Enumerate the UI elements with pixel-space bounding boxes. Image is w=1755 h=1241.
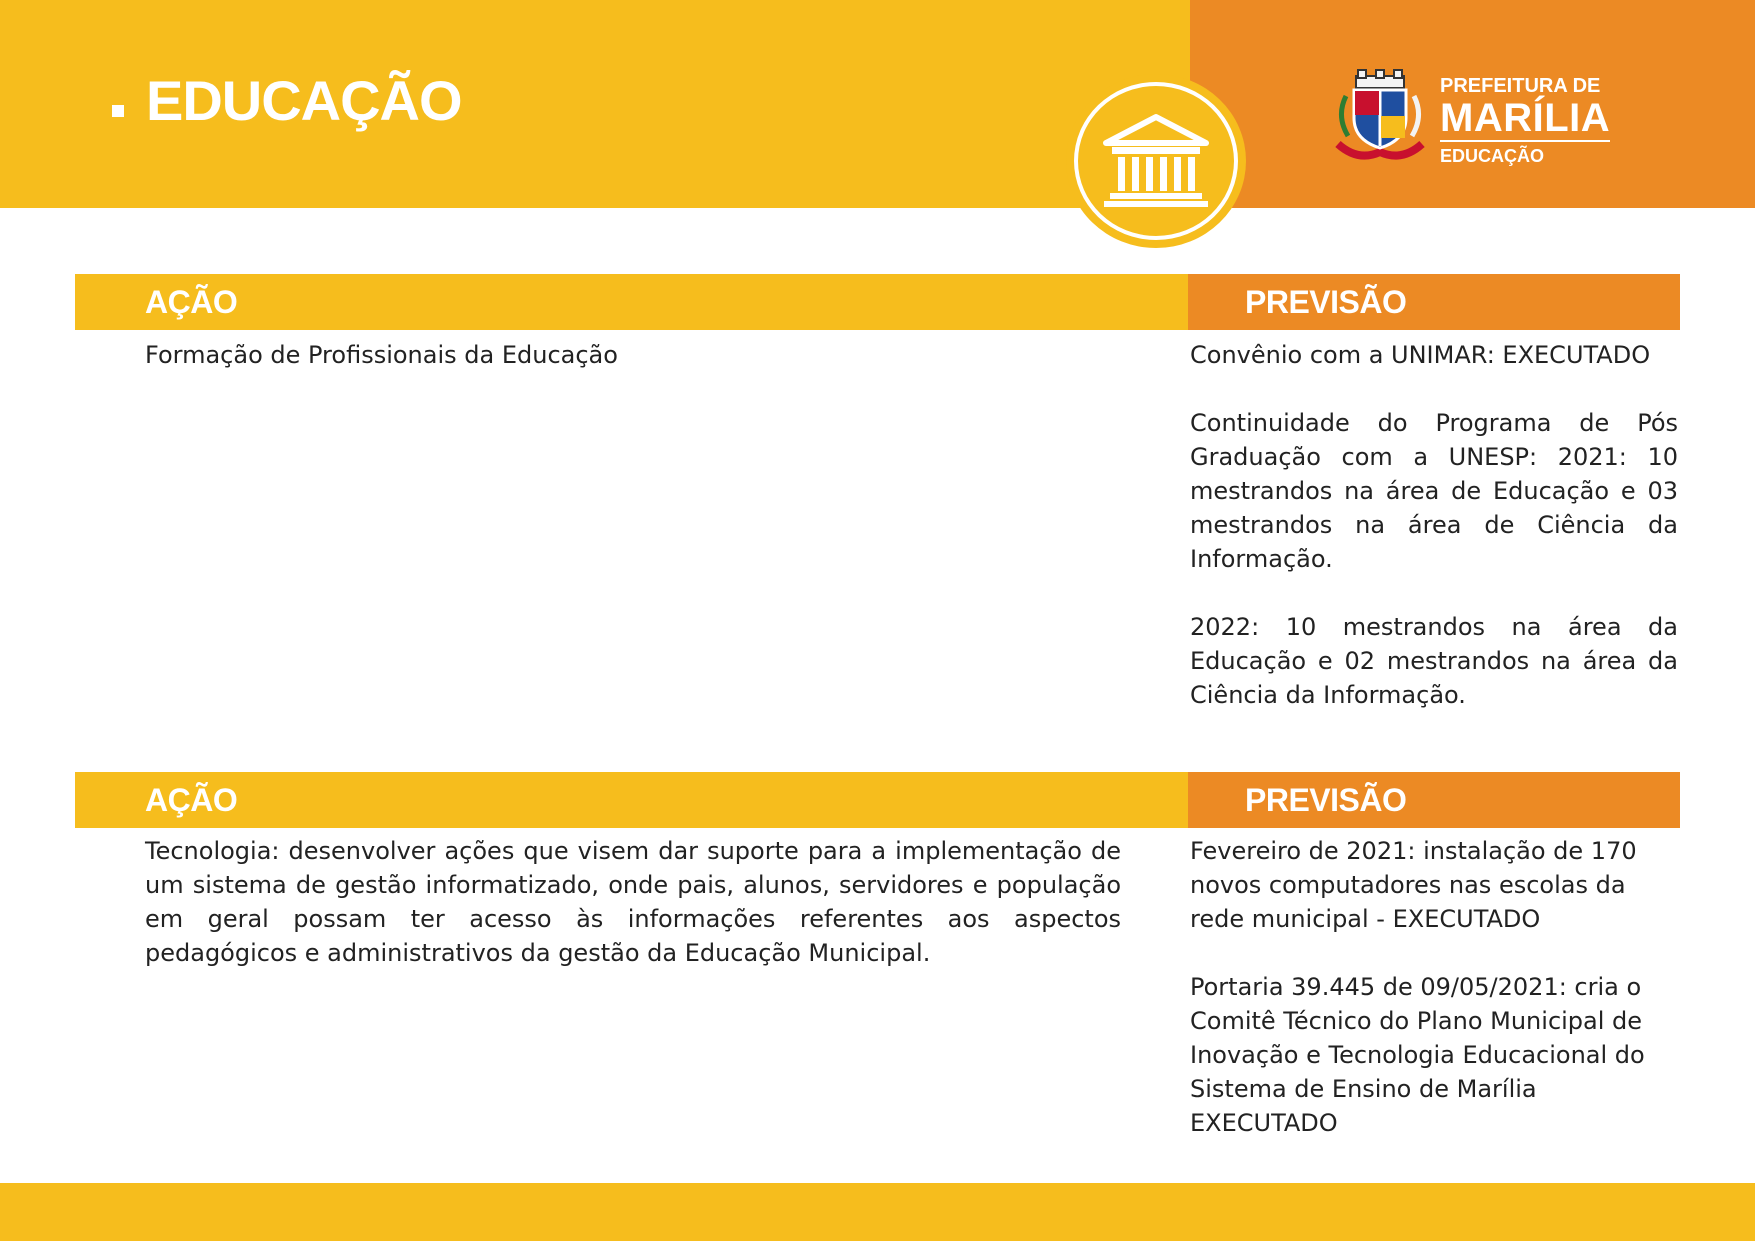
section-1-acao-label: AÇÃO — [145, 284, 238, 320]
section-2-acao-label: AÇÃO — [145, 782, 238, 818]
section-1-previsao-label: PREVISÃO — [1245, 284, 1407, 320]
section-1-header — [75, 274, 1680, 330]
education-emblem — [1066, 74, 1246, 248]
page-title-text: EDUCAÇÃO — [146, 69, 462, 132]
prefeitura-logo — [1328, 66, 1628, 166]
section-2-acao-bar — [75, 772, 1188, 828]
section-1-previsao-paragraph: Continuidade do Programa de Pós Graduação com a UNESP: 2021: 10 mestrandos na área de Educação e 03 mestrandos na área de Ciência da Informação. — [1190, 409, 1678, 573]
section-2-acao-paragraph: Tecnologia: desenvolver ações que visem dar suporte para a implementação de um sistema de gestão informatizado, onde pais, alunos, servidores e população em geral possam ter acesso às informações referentes aos aspectos pedagógicos e administrativos da gestão da Educação Municipal. — [145, 837, 1121, 967]
emblem-ring — [1074, 82, 1238, 240]
logo-line-department: EDUCAÇÃO — [1440, 146, 1545, 166]
section-1-previsao-paragraph: Convênio com a UNIMAR: EXECUTADO — [1190, 341, 1651, 369]
section-1-acao-paragraph: Formação de Profissionais da Educação — [145, 341, 618, 369]
footer-band — [0, 1183, 1755, 1241]
section-1-acao-text — [145, 338, 1125, 372]
section-2-previsao-text — [1190, 834, 1670, 1140]
title-bullet — [112, 105, 124, 117]
logo-line-city: MARÍLIA — [1440, 96, 1611, 140]
page-title — [112, 68, 462, 133]
section-2-previsao-paragraph: Portaria 39.445 de 09/05/2021: cria o Comitê Técnico do Plano Municipal de Inovação e Tecnologia Educacional do Sistema de Ensino de Marília EXECUTADO — [1190, 973, 1645, 1137]
section-1-previsao-text — [1190, 338, 1678, 712]
logo-divider — [1440, 140, 1610, 142]
institution-building-icon — [1102, 113, 1210, 209]
logo-line-prefeitura: PREFEITURA DE — [1440, 75, 1601, 97]
section-2-previsao-label: PREVISÃO — [1245, 782, 1407, 818]
section-1-previsao-paragraph: 2022: 10 mestrandos na área da Educação e 02 mestrandos na área da Ciência da Informação. — [1190, 613, 1678, 709]
city-coat-of-arms-icon — [1328, 66, 1432, 162]
section-2-acao-text — [145, 834, 1121, 970]
section-2-header — [75, 772, 1680, 828]
section-2-previsao-paragraph: Fevereiro de 2021: instalação de 170 novos computadores nas escolas da rede municipal - EXECUTADO — [1190, 837, 1637, 933]
section-1-acao-bar — [75, 274, 1188, 330]
logo-text — [1440, 74, 1610, 166]
